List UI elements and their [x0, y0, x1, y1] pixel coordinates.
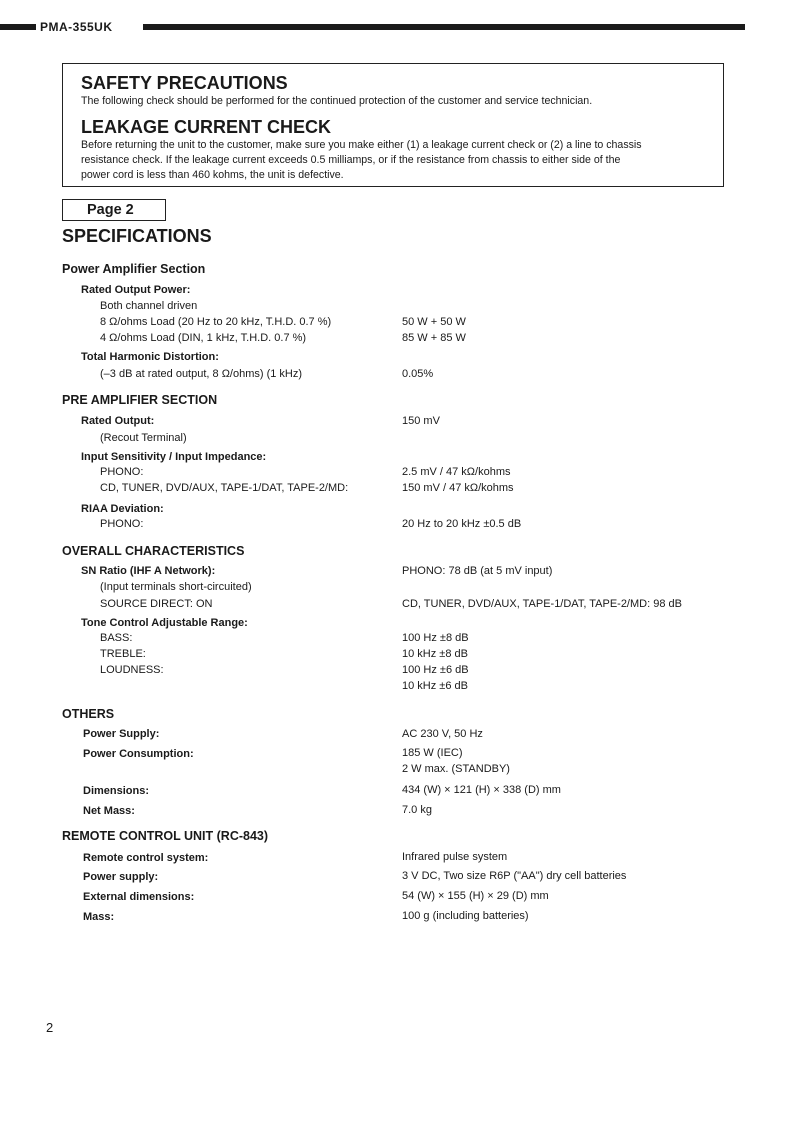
- header-bar-left: [0, 24, 36, 30]
- pre-amp-heading: PRE AMPLIFIER SECTION: [62, 393, 218, 407]
- external-dimensions-label: External dimensions:: [83, 891, 195, 903]
- power-consumption-label: Power Consumption:: [83, 748, 194, 760]
- dimensions-value: 434 (W) × 121 (H) × 338 (D) mm: [402, 784, 561, 796]
- load-4-value: 85 W + 85 W: [402, 332, 466, 344]
- load-8-value: 50 W + 50 W: [402, 316, 466, 328]
- rated-output-power-label: Rated Output Power:: [81, 284, 191, 296]
- source-direct-text: SOURCE DIRECT: ON: [100, 598, 213, 610]
- power-supply-label: Power Supply:: [83, 728, 160, 740]
- load-4-text: 4 Ω/ohms Load (DIN, 1 kHz, T.H.D. 0.7 %): [100, 332, 307, 344]
- header-bar-right: [143, 24, 745, 30]
- thd-value: 0.05%: [402, 368, 434, 380]
- page-number: 2: [46, 1020, 54, 1035]
- loudness-text: LOUDNESS:: [100, 664, 164, 676]
- both-channel-text: Both channel driven: [100, 300, 198, 312]
- line-inputs-text: CD, TUNER, DVD/AUX, TAPE-1/DAT, TAPE-2/MD:: [100, 482, 349, 494]
- leakage-line-3: power cord is less than 460 kohms, the unit is defective.: [81, 169, 344, 181]
- short-circuited-text: (Input terminals short-circuited): [100, 581, 252, 593]
- page-label: Page 2: [87, 202, 134, 218]
- treble-text: TREBLE:: [100, 648, 146, 660]
- external-dimensions-value: 54 (W) × 155 (H) × 29 (D) mm: [402, 890, 549, 902]
- thd-condition: (–3 dB at rated output, 8 Ω/ohms) (1 kHz): [100, 368, 303, 380]
- overall-heading: OVERALL CHARACTERISTICS: [62, 544, 245, 558]
- leakage-title: LEAKAGE CURRENT CHECK: [81, 117, 332, 137]
- others-heading: OTHERS: [62, 707, 115, 721]
- model-title: PMA-355UK: [40, 20, 113, 34]
- dimensions-label: Dimensions:: [83, 785, 150, 797]
- tone-control-label: Tone Control Adjustable Range:: [81, 617, 248, 629]
- remote-power-supply-label: Power supply:: [83, 871, 159, 883]
- net-mass-value: 7.0 kg: [402, 804, 432, 816]
- rated-output-value: 150 mV: [402, 415, 440, 427]
- remote-power-supply-value: 3 V DC, Two size R6P ("AA") dry cell batteries: [402, 870, 627, 882]
- net-mass-label: Net Mass:: [83, 805, 135, 817]
- load-8-text: 8 Ω/ohms Load (20 Hz to 20 kHz, T.H.D. 0.7 %): [100, 316, 332, 328]
- remote-mass-label: Mass:: [83, 911, 115, 923]
- thd-label: Total Harmonic Distortion:: [81, 351, 219, 363]
- recout-text: (Recout Terminal): [100, 432, 187, 444]
- safety-intro: The following check should be performed for the continued protection of the customer and service technician.: [81, 95, 593, 107]
- leakage-line-2: resistance check. If the leakage current exceeds 0.5 milliamps, or if the resistance from chassis to either side of the: [81, 154, 621, 166]
- bass-value: 100 Hz ±8 dB: [402, 632, 469, 644]
- phono-value: 2.5 mV / 47 kΩ/kohms: [402, 466, 511, 478]
- remote-system-value: Infrared pulse system: [402, 851, 508, 863]
- remote-system-label: Remote control system:: [83, 852, 209, 864]
- input-sensitivity-label: Input Sensitivity / Input Impedance:: [81, 451, 267, 463]
- riaa-label: RIAA Deviation:: [81, 503, 164, 515]
- power-consumption-value-2: 2 W max. (STANDBY): [402, 763, 510, 775]
- treble-value: 10 kHz ±8 dB: [402, 648, 468, 660]
- safety-title: SAFETY PRECAUTIONS: [81, 73, 288, 93]
- power-amp-heading: Power Amplifier Section: [62, 262, 206, 276]
- bass-text: BASS:: [100, 632, 133, 644]
- sn-phono-value: PHONO: 78 dB (at 5 mV input): [402, 565, 553, 577]
- sn-line-value: CD, TUNER, DVD/AUX, TAPE-1/DAT, TAPE-2/MD: 98 dB: [402, 598, 682, 610]
- remote-mass-value: 100 g (including batteries): [402, 910, 529, 922]
- riaa-phono-text: PHONO:: [100, 518, 144, 530]
- remote-heading: REMOTE CONTROL UNIT (RC-843): [62, 829, 269, 843]
- page-label-box: [62, 199, 166, 221]
- loudness-value-1: 100 Hz ±6 dB: [402, 664, 469, 676]
- safety-precautions-box: [62, 63, 724, 187]
- loudness-value-2: 10 kHz ±6 dB: [402, 680, 468, 692]
- riaa-value: 20 Hz to 20 kHz ±0.5 dB: [402, 518, 522, 530]
- leakage-line-1: Before returning the unit to the customer, make sure you make either (1) a leakage current check or (2) a line to chassis: [81, 139, 642, 151]
- sn-ratio-label: SN Ratio (IHF A Network):: [81, 565, 216, 577]
- phono-text: PHONO:: [100, 466, 144, 478]
- line-inputs-value: 150 mV / 47 kΩ/kohms: [402, 482, 514, 494]
- power-consumption-value-1: 185 W (IEC): [402, 747, 463, 759]
- rated-output-label: Rated Output:: [81, 415, 155, 427]
- specifications-title: SPECIFICATIONS: [62, 226, 212, 246]
- power-supply-value: AC 230 V, 50 Hz: [402, 728, 483, 740]
